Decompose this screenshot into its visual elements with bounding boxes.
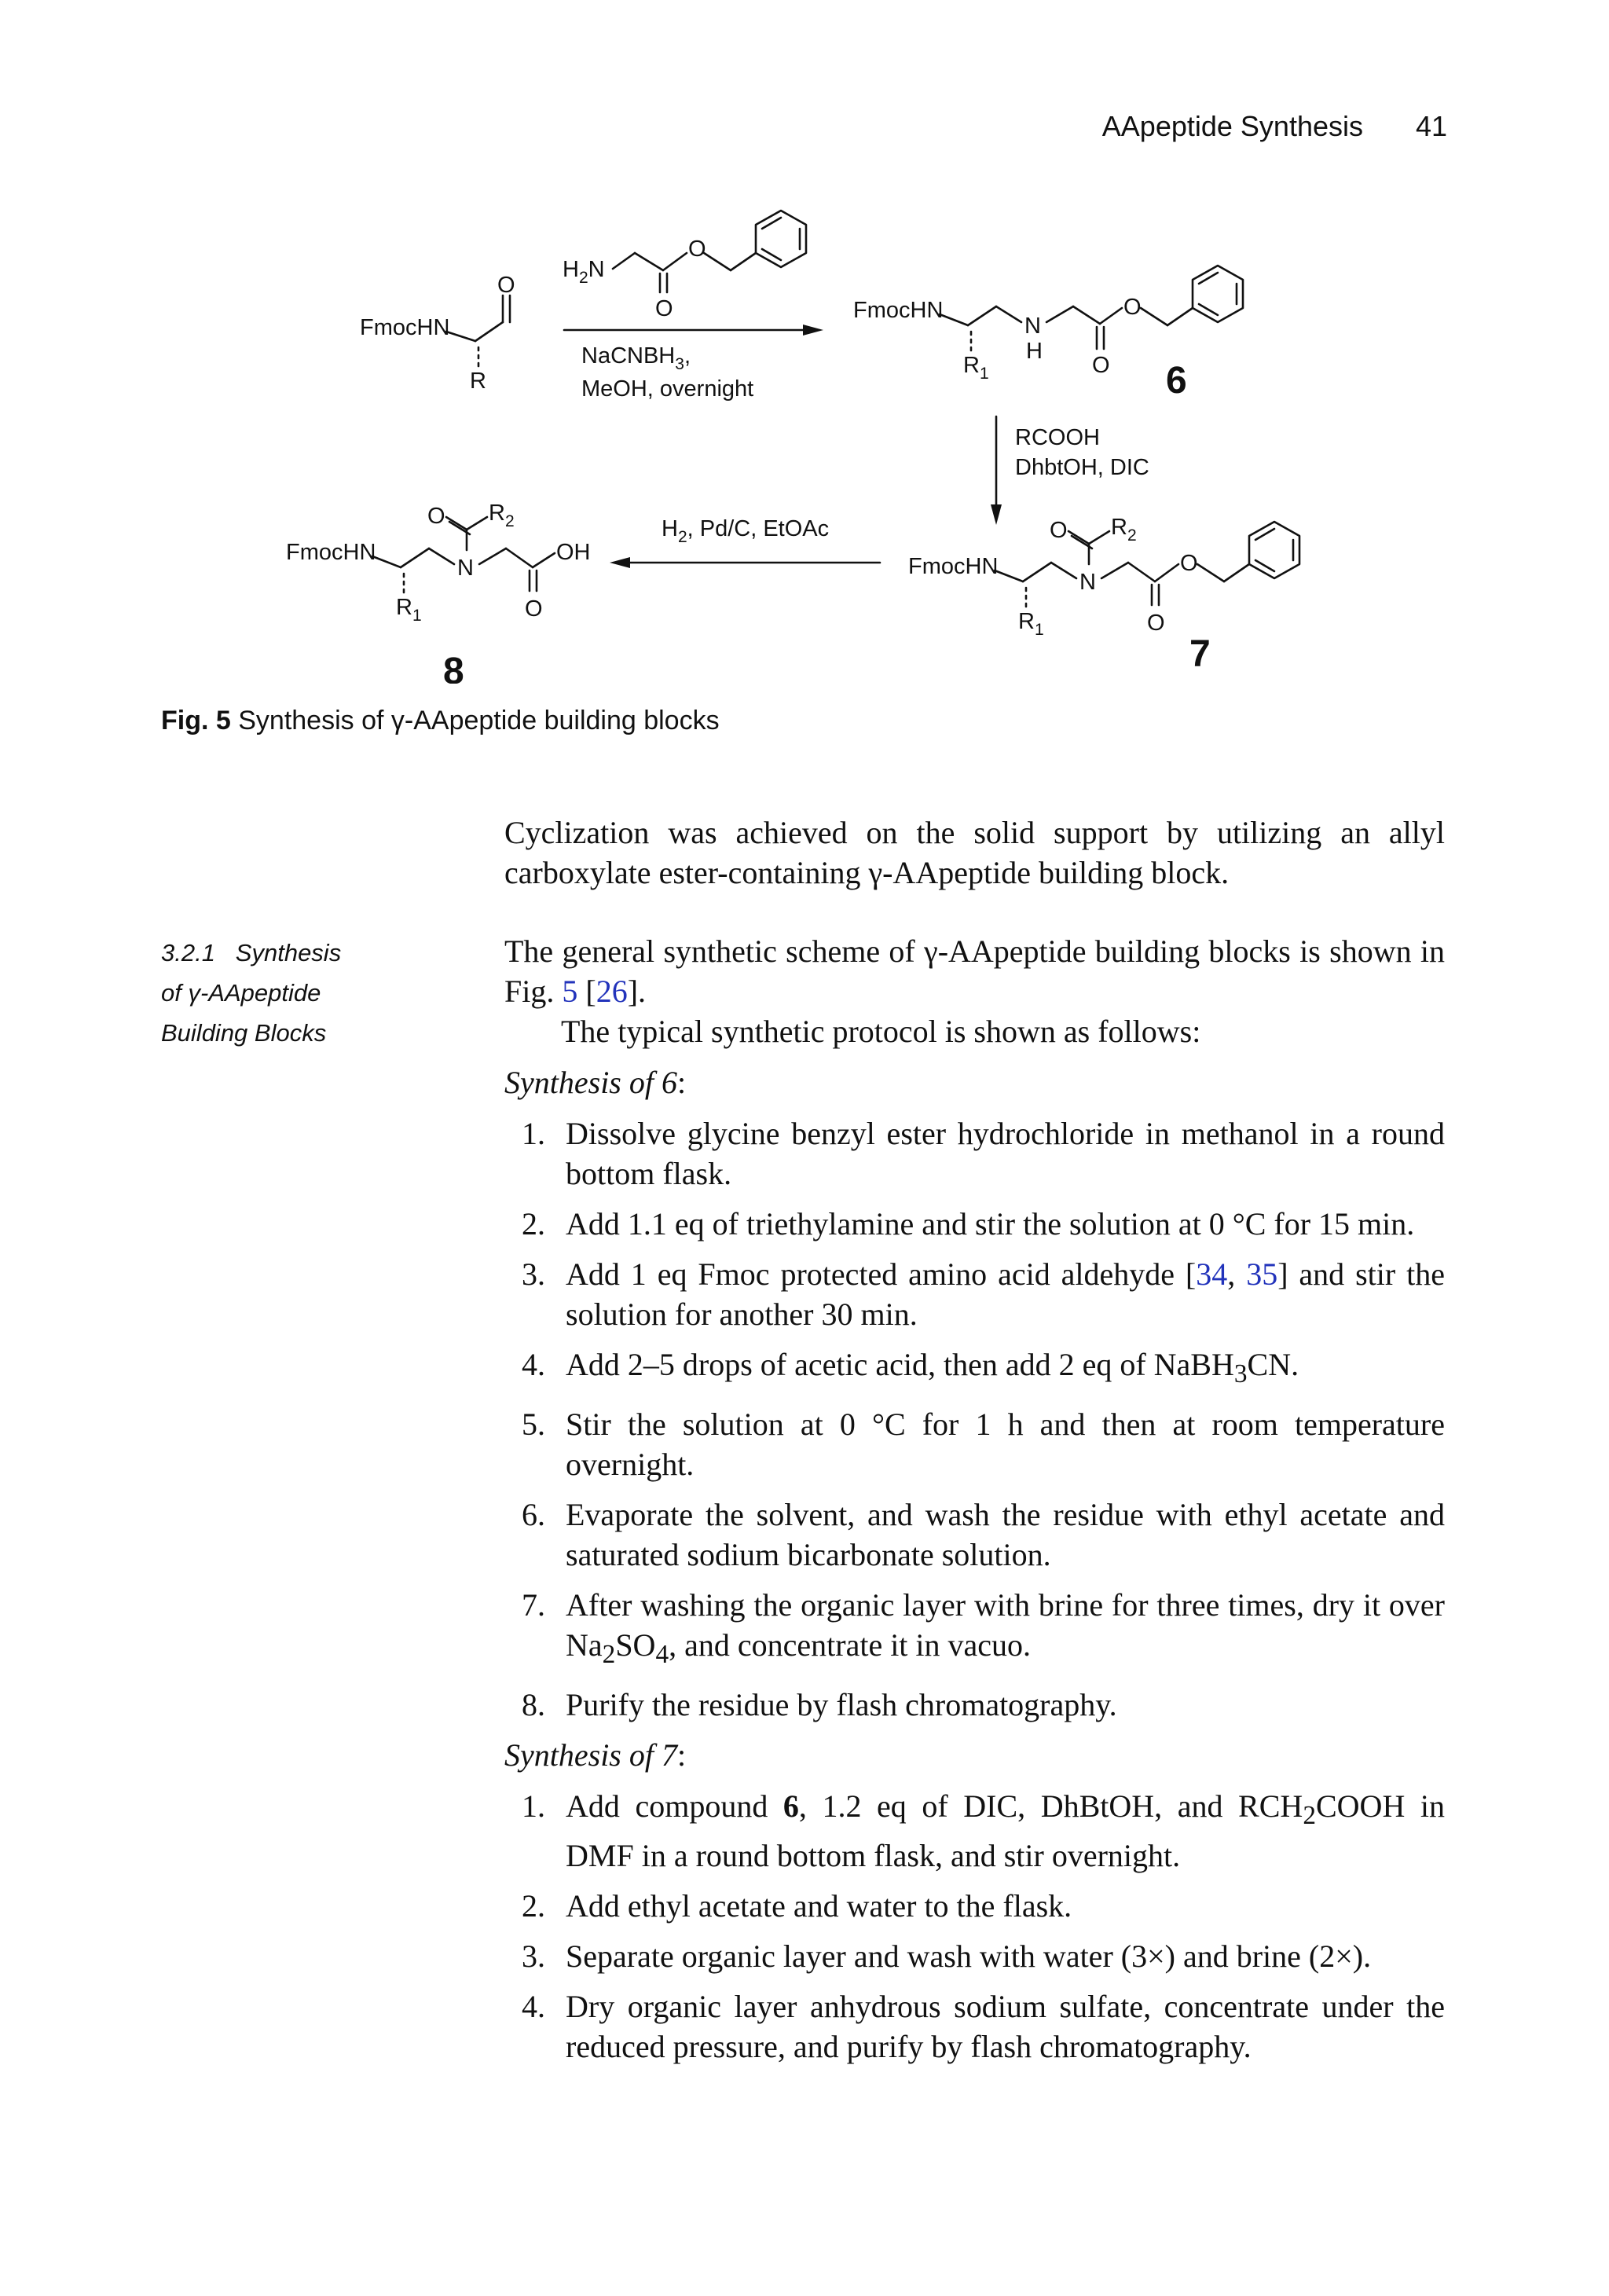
compound-6-label: 6 — [1166, 360, 1187, 402]
sm-o: O — [497, 273, 515, 298]
compound-8-label: 8 — [443, 651, 464, 684]
section-number: 3.2.1 — [161, 939, 215, 966]
c8-fmochn: FmocHN — [286, 540, 376, 565]
c7-fmochn: FmocHN — [908, 554, 999, 579]
synthesis-6-heading: Synthesis of 6: — [504, 1065, 687, 1100]
reagent-o-ester: O — [688, 237, 706, 262]
c7-o-ester: O — [1180, 551, 1198, 576]
list-item: 3. Separate organic layer and wash with water (3×) and brine (2×). — [522, 1938, 1372, 1974]
intro-paragraph: Cyclization was achieved on the solid support by utilizing an allyl carboxylate ester-containing γ-AApeptide building block. — [504, 815, 1445, 890]
figure-caption-text: Synthesis of γ-AApeptide building blocks — [230, 706, 720, 735]
c7-skeleton — [995, 522, 1299, 607]
c6-o-ester: O — [1123, 295, 1142, 320]
list-item: 7. After washing the organic layer with brine for three times, dry it over $Na_2SO_4$, and concentrate it in vacuo. — [522, 1587, 1445, 1669]
figure-label: Fig. 5 — [161, 706, 231, 735]
ref-34-link[interactable]: 34 — [1196, 1256, 1228, 1292]
section-heading-line1 — [161, 933, 420, 973]
sm-fmochn: FmocHN — [360, 315, 450, 340]
reagent-o-carbonyl: O — [655, 296, 673, 321]
section-title-line2: of γ-AApeptide — [161, 979, 321, 1007]
c6-h: H — [1026, 339, 1043, 364]
c6-fmochn: FmocHN — [853, 298, 944, 323]
compound-7-label: 7 — [1189, 633, 1211, 675]
step2-reagents-line1: RCOOH — [1015, 425, 1100, 450]
c6-o-carbonyl: O — [1092, 353, 1110, 378]
c8-r1: $R_1$ — [396, 595, 422, 625]
list-item: 5. Stir the solution at 0 °C for 1 h and then at room temperature overnight. — [522, 1407, 1445, 1482]
reagent-skeleton — [613, 211, 806, 292]
list-item: 8. Purify the residue by flash chromatography. — [522, 1687, 1117, 1722]
c6-n: N — [1024, 314, 1041, 339]
arrow-step3-head — [610, 557, 630, 568]
c6-r1: $R_1$ — [963, 353, 989, 383]
figure-5-link[interactable]: 5 — [562, 974, 578, 1009]
sm-r: R — [470, 369, 486, 394]
section-title-line1: Synthesis — [235, 939, 342, 966]
list-item: 1. Add compound 6, 1.2 eq of DIC, DhBtOH, and $RCH_2COOH$ in DMF in a round bottom flask, and stir overnight. — [522, 1788, 1446, 1873]
list-item: 1. Dissolve glycine benzyl ester hydrochloride in methanol in a round bottom flask. — [522, 1116, 1445, 1191]
step3-reagents: $H_2$, Pd/C, EtOAc — [662, 516, 830, 546]
figure-caption — [161, 706, 1457, 736]
synthesis-7-steps — [504, 1786, 1445, 2067]
c7-r2: $R_2$ — [1111, 515, 1137, 545]
synthesis-7-heading: Synthesis of 7: — [504, 1737, 687, 1773]
section-sidebar — [161, 933, 420, 1053]
step1-reagents-line1: NaCNBH$_3$, — [581, 343, 691, 373]
c7-o-amide: O — [1050, 518, 1068, 543]
c7-o-carbonyl: O — [1147, 611, 1165, 636]
c6-skeleton — [940, 266, 1243, 350]
c7-n: N — [1079, 570, 1096, 595]
page-number: 41 — [1415, 110, 1447, 142]
step1-reagents-line2: MeOH, overnight — [581, 376, 754, 402]
arrow-step2-head — [991, 504, 1002, 525]
main-text — [504, 931, 1445, 2077]
sm-skeleton — [446, 295, 510, 366]
list-item: 6. Evaporate the solvent, and wash the residue with ethyl acetate and saturated sodium bicarbonate solution. — [522, 1497, 1445, 1572]
list-item: 2. Add 1.1 eq of triethylamine and stir the solution at 0 °C for 15 min. — [522, 1206, 1415, 1242]
ref-35-link[interactable]: 35 — [1246, 1256, 1278, 1292]
c8-oh: OH — [556, 540, 591, 565]
synthesis-6-steps — [504, 1113, 1445, 1725]
arrow-step1-head — [803, 325, 823, 336]
step2-reagents-line2: DhbtOH, DIC — [1015, 455, 1149, 480]
c8-r2: $R_2$ — [489, 501, 515, 530]
c8-n: N — [457, 556, 474, 581]
c7-r1: $R_1$ — [1018, 609, 1044, 639]
ref-26-link[interactable]: 26 — [596, 974, 628, 1009]
list-item: 4. Add 2–5 drops of acetic acid, then add 2 eq of NaBH$_3$CN. — [522, 1347, 1299, 1388]
c8-o-carbonyl: O — [525, 596, 543, 622]
section-title-line3: Building Blocks — [161, 1019, 327, 1047]
list-item: 4. Dry organic layer anhydrous sodium sulfate, concentrate under the reduced pressure, and purify by flash chromatography. — [522, 1989, 1445, 2064]
running-head — [1021, 110, 1461, 149]
paragraph-scheme-intro: The general synthetic scheme of γ-AApeptide building blocks is shown in Fig. 5 [26]. — [504, 933, 1445, 1009]
running-head-title: AApeptide Synthesis — [1101, 110, 1363, 142]
c8-o-amide: O — [427, 504, 445, 529]
reagent-h2n: $H_2N$ — [563, 257, 605, 287]
list-item: 3. Add 1 eq Fmoc protected amino acid aldehyde [34, 35] and stir the solution for another 30 min. — [522, 1256, 1446, 1332]
c8-skeleton — [372, 517, 555, 592]
intro-block — [504, 812, 1445, 893]
list-item: 2. Add ethyl acetate and water to the flask. — [522, 1888, 1072, 1924]
reaction-scheme — [0, 181, 1609, 684]
paragraph-protocol: The typical synthetic protocol is shown as follows: — [561, 1014, 1201, 1049]
